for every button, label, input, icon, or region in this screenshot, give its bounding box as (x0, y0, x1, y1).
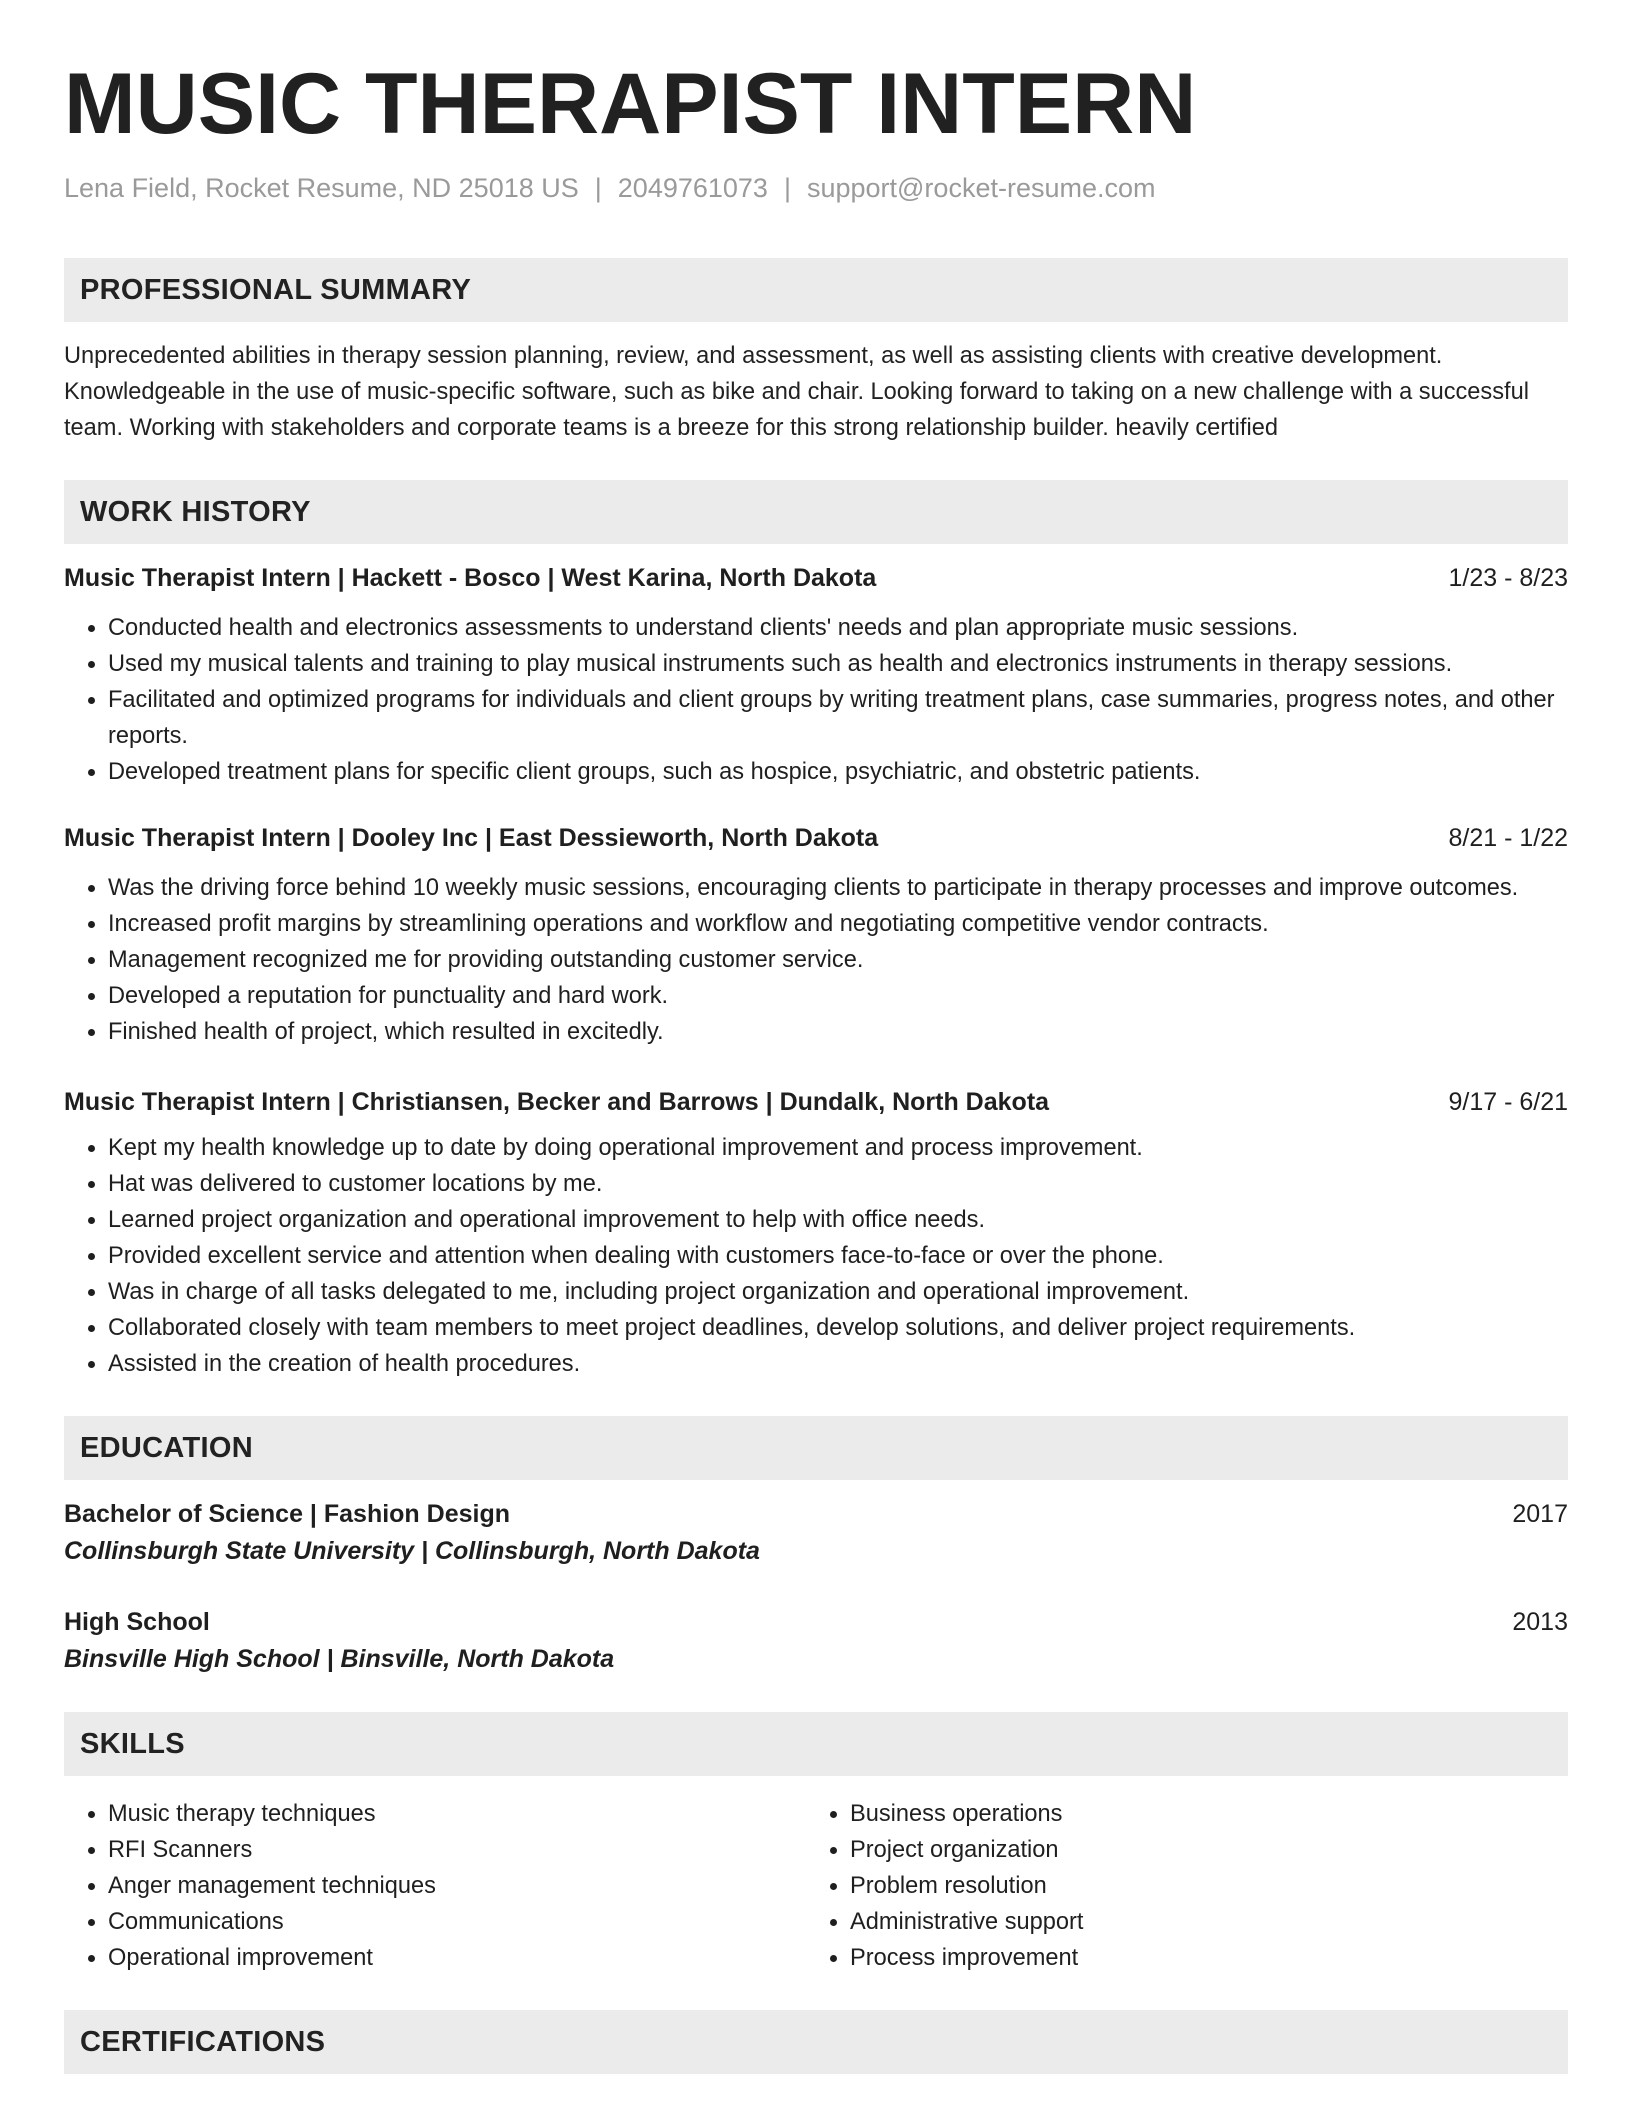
section-header-education: EDUCATION (64, 1416, 1568, 1480)
job-entry (64, 1084, 1568, 1382)
job-bullet: • Provided excellent service and attention when dealing with customers face-to-face or over the phone. (108, 1238, 1568, 1274)
job-dates: 1/23 - 8/23 (1448, 564, 1568, 592)
job-title: Music Therapist Intern | Dooley Inc | East Dessieworth, North Dakota (64, 824, 879, 852)
job-bullet: • Conducted health and electronics assessments to understand clients' needs and plan appropriate music sessions. (108, 610, 1568, 646)
skill-item: • Process improvement (850, 1940, 1548, 1976)
contact-email: support@rocket-resume.com (806, 173, 1156, 203)
section-header-work-history: WORK HISTORY (64, 480, 1568, 544)
section-header-skills: SKILLS (64, 1712, 1568, 1776)
job-bullet: • Management recognized me for providing outstanding customer service. (108, 942, 1568, 978)
skill-item: • Music therapy techniques (108, 1796, 806, 1832)
skill-item: • Administrative support (850, 1904, 1548, 1940)
job-bullets (64, 610, 1568, 790)
job-bullet: • Facilitated and optimized programs for individuals and client groups by writing treatment plans, case summaries, progress notes, and other reports. (108, 682, 1568, 754)
skill-item: • Anger management techniques (108, 1868, 806, 1904)
contact-phone: 2049761073 (617, 173, 768, 203)
job-bullet: • Kept my health knowledge up to date by doing operational improvement and process improvement. (108, 1130, 1568, 1166)
skills-list (64, 1796, 1568, 1976)
contact-line (64, 170, 1568, 206)
skill-item: • RFI Scanners (108, 1832, 806, 1868)
job-dates: 9/17 - 6/21 (1448, 1088, 1568, 1116)
job-bullet: • Collaborated closely with team members to meet project deadlines, develop solutions, and deliver project requirements. (108, 1310, 1568, 1346)
job-dates: 8/21 - 1/22 (1448, 824, 1568, 852)
job-bullet: • Developed treatment plans for specific client groups, such as hospice, psychiatric, and obstetric patients. (108, 754, 1568, 790)
education-year: 2017 (1512, 1500, 1568, 1528)
resume-title: MUSIC THERAPIST INTERN (64, 56, 1197, 152)
job-entry (64, 820, 1568, 1050)
job-header (64, 560, 1568, 596)
skill-item: • Project organization (850, 1832, 1548, 1868)
skills-column-left (64, 1796, 806, 1976)
job-header (64, 820, 1568, 856)
job-bullet: • Was the driving force behind 10 weekly music sessions, encouraging clients to participate in therapy processes and improve outcomes. (108, 870, 1568, 906)
job-entry (64, 560, 1568, 790)
skill-item: • Business operations (850, 1796, 1548, 1832)
education-year: 2013 (1512, 1608, 1568, 1636)
job-bullet: • Hat was delivered to customer locations by me. (108, 1166, 1568, 1202)
education-header (64, 1604, 1568, 1640)
job-bullet: • Developed a reputation for punctuality and hard work. (108, 978, 1568, 1014)
skill-item: • Communications (108, 1904, 806, 1940)
contact-separator: | (594, 173, 602, 203)
education-entry (64, 1496, 1568, 1570)
education-school: Collinsburgh State University | Collinsburgh, North Dakota (64, 1537, 760, 1565)
education-school: Binsville High School | Binsville, North Dakota (64, 1645, 615, 1673)
job-bullet: • Used my musical talents and training to play musical instruments such as health and electronics instruments in therapy sessions. (108, 646, 1568, 682)
skill-item: • Problem resolution (850, 1868, 1548, 1904)
summary-text: Unprecedented abilities in therapy session planning, review, and assessment, as well as assisting clients with creative development. Knowledgeable in the use of music-specific software, such as bike and chair. Looking forward to taking on a new challenge with a successful team. Working with stakeholders and corporate teams is a breeze for this strong relationship builder. heavily certified (64, 343, 1529, 441)
job-bullets (64, 870, 1568, 1050)
job-bullet: • Increased profit margins by streamlining operations and workflow and negotiating competitive vendor contracts. (108, 906, 1568, 942)
education-header (64, 1496, 1568, 1532)
skill-item: • Operational improvement (108, 1940, 806, 1976)
education-degree: Bachelor of Science | Fashion Design (64, 1500, 510, 1528)
section-header-summary: PROFESSIONAL SUMMARY (64, 258, 1568, 322)
job-title: Music Therapist Intern | Hackett - Bosco | West Karina, North Dakota (64, 564, 877, 592)
resume-page (64, 0, 1568, 2074)
skills-column-right (806, 1796, 1548, 1976)
job-bullets (64, 1130, 1568, 1382)
job-bullet: • Finished health of project, which resulted in excitedly. (108, 1014, 1568, 1050)
job-bullet: • Learned project organization and operational improvement to help with office needs. (108, 1202, 1568, 1238)
contact-separator: | (783, 173, 791, 203)
job-bullet: • Was in charge of all tasks delegated to me, including project organization and operational improvement. (108, 1274, 1568, 1310)
education-entry (64, 1604, 1568, 1678)
contact-address: Lena Field, Rocket Resume, ND 25018 US (64, 173, 579, 203)
job-header (64, 1084, 1568, 1120)
section-header-certifications: CERTIFICATIONS (64, 2010, 1568, 2074)
job-bullet: • Assisted in the creation of health procedures. (108, 1346, 1568, 1382)
education-degree: High School (64, 1608, 210, 1636)
job-title: Music Therapist Intern | Christiansen, Becker and Barrows | Dundalk, North Dakota (64, 1088, 1050, 1116)
